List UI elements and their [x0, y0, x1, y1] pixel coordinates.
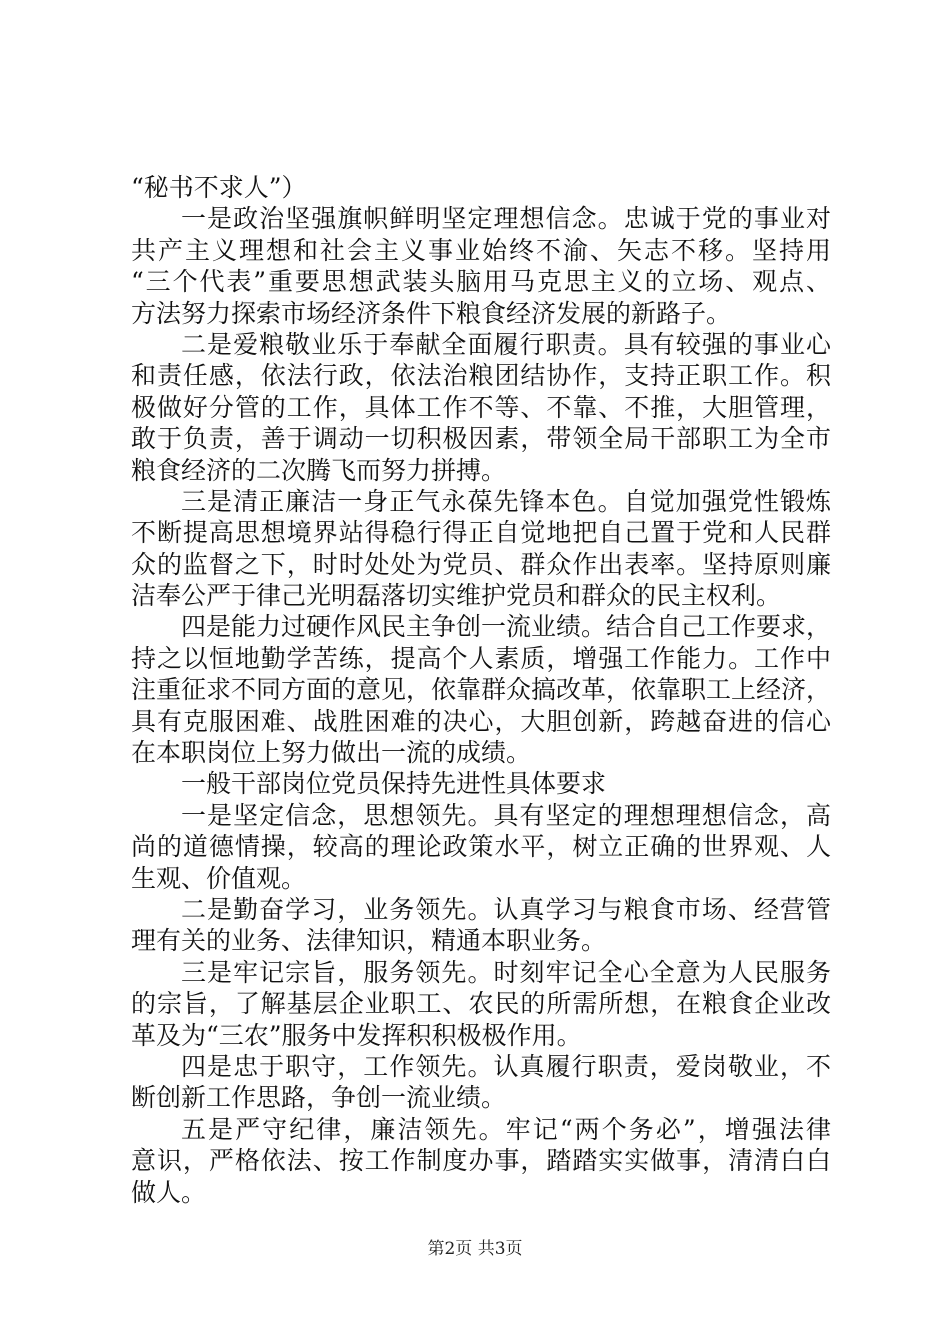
text-line: 理有关的业务、法律知识，精通本职业务。	[131, 926, 607, 956]
text-line: 注重征求不同方面的意见，依靠群众搞改革，依靠职工上经济，	[131, 675, 832, 705]
text-line: 一般干部岗位党员保持先进性具体要求	[181, 769, 607, 799]
text-line: 敢于负责，善于调动一切积极因素，带领全局干部职工为全市	[131, 424, 831, 454]
text-line: 一是坚定信念，思想领先。具有坚定的理想理想信念，高	[181, 800, 831, 830]
text-line: 四是忠于职守，工作领先。认真履行职责，爱岗敬业，不	[181, 1051, 831, 1081]
text-line: 极做好分管的工作，具体工作不等、不靠、不推，大胆管理，	[131, 392, 831, 422]
text-line: 三是牢记宗旨，服务领先。时刻牢记全心全意为人民服务	[181, 957, 831, 987]
text-line: 的宗旨，了解基层企业职工、农民的所需所想，在粮食企业改	[131, 989, 831, 1019]
text-line: 二是勤奋学习，业务领先。认真学习与粮食市场、经营管	[181, 894, 831, 924]
page-footer: 第2页 共3页	[427, 1239, 523, 1259]
text-line: 持之以恒地勤学苦练，提高个人素质，增强工作能力。工作中	[131, 643, 831, 673]
text-line: 做人。	[131, 1177, 207, 1207]
text-line: 在本职岗位上努力做出一流的成绩。	[131, 738, 532, 768]
document-body	[131, 172, 831, 1208]
text-line: 三是清正廉洁一身正气永葆先锋本色。自觉加强党性锻炼	[181, 486, 831, 516]
text-line: 具有克服困难、战胜困难的决心，大胆创新，跨越奋进的信心	[131, 706, 831, 736]
text-line: 和责任感，依法行政，依法治粮团结协作，支持正职工作。积	[131, 361, 831, 391]
text-line: 方法努力探索市场经济条件下粮食经济发展的新路子。	[131, 298, 732, 328]
text-line: 众的监督之下，时时处处为党员、群众作出表率。坚持原则廉	[131, 549, 831, 579]
text-line: 革及为“三农”服务中发挥积积极极作用。	[131, 1020, 582, 1050]
text-line: “秘书不求人”）	[131, 173, 307, 202]
text-line: 四是能力过硬作风民主争创一流业绩。结合自己工作要求，	[181, 612, 832, 642]
text-line: 共产主义理想和社会主义事业始终不渝、矢志不移。坚持用	[131, 235, 831, 265]
text-line: 五是严守纪律，廉洁领先。牢记“两个务必”，增强法律	[181, 1114, 831, 1144]
text-line: 断创新工作思路，争创一流业绩。	[131, 1083, 507, 1113]
text-line: 意识，严格依法、按工作制度办事，踏踏实实做事，清清白白	[131, 1146, 831, 1176]
text-line: 尚的道德情操，较高的理论政策水平，树立正确的世界观、人	[131, 832, 831, 862]
text-line: 洁奉公严于律己光明磊落切实维护党员和群众的民主权利。	[131, 581, 782, 611]
text-line: 二是爱粮敬业乐于奉献全面履行职责。具有较强的事业心	[181, 329, 831, 359]
text-line: 一是政治坚强旗帜鲜明坚定理想信念。忠诚于党的事业对	[181, 204, 831, 234]
text-line: 生观、价值观。	[131, 863, 307, 893]
text-line: 不断提高思想境界站得稳行得正自觉地把自己置于党和人民群	[131, 518, 831, 548]
text-line: 粮食经济的二次腾飞而努力拼搏。	[131, 455, 507, 485]
text-line: “三个代表”重要思想武装头脑用马克思主义的立场、观点、	[131, 267, 831, 297]
